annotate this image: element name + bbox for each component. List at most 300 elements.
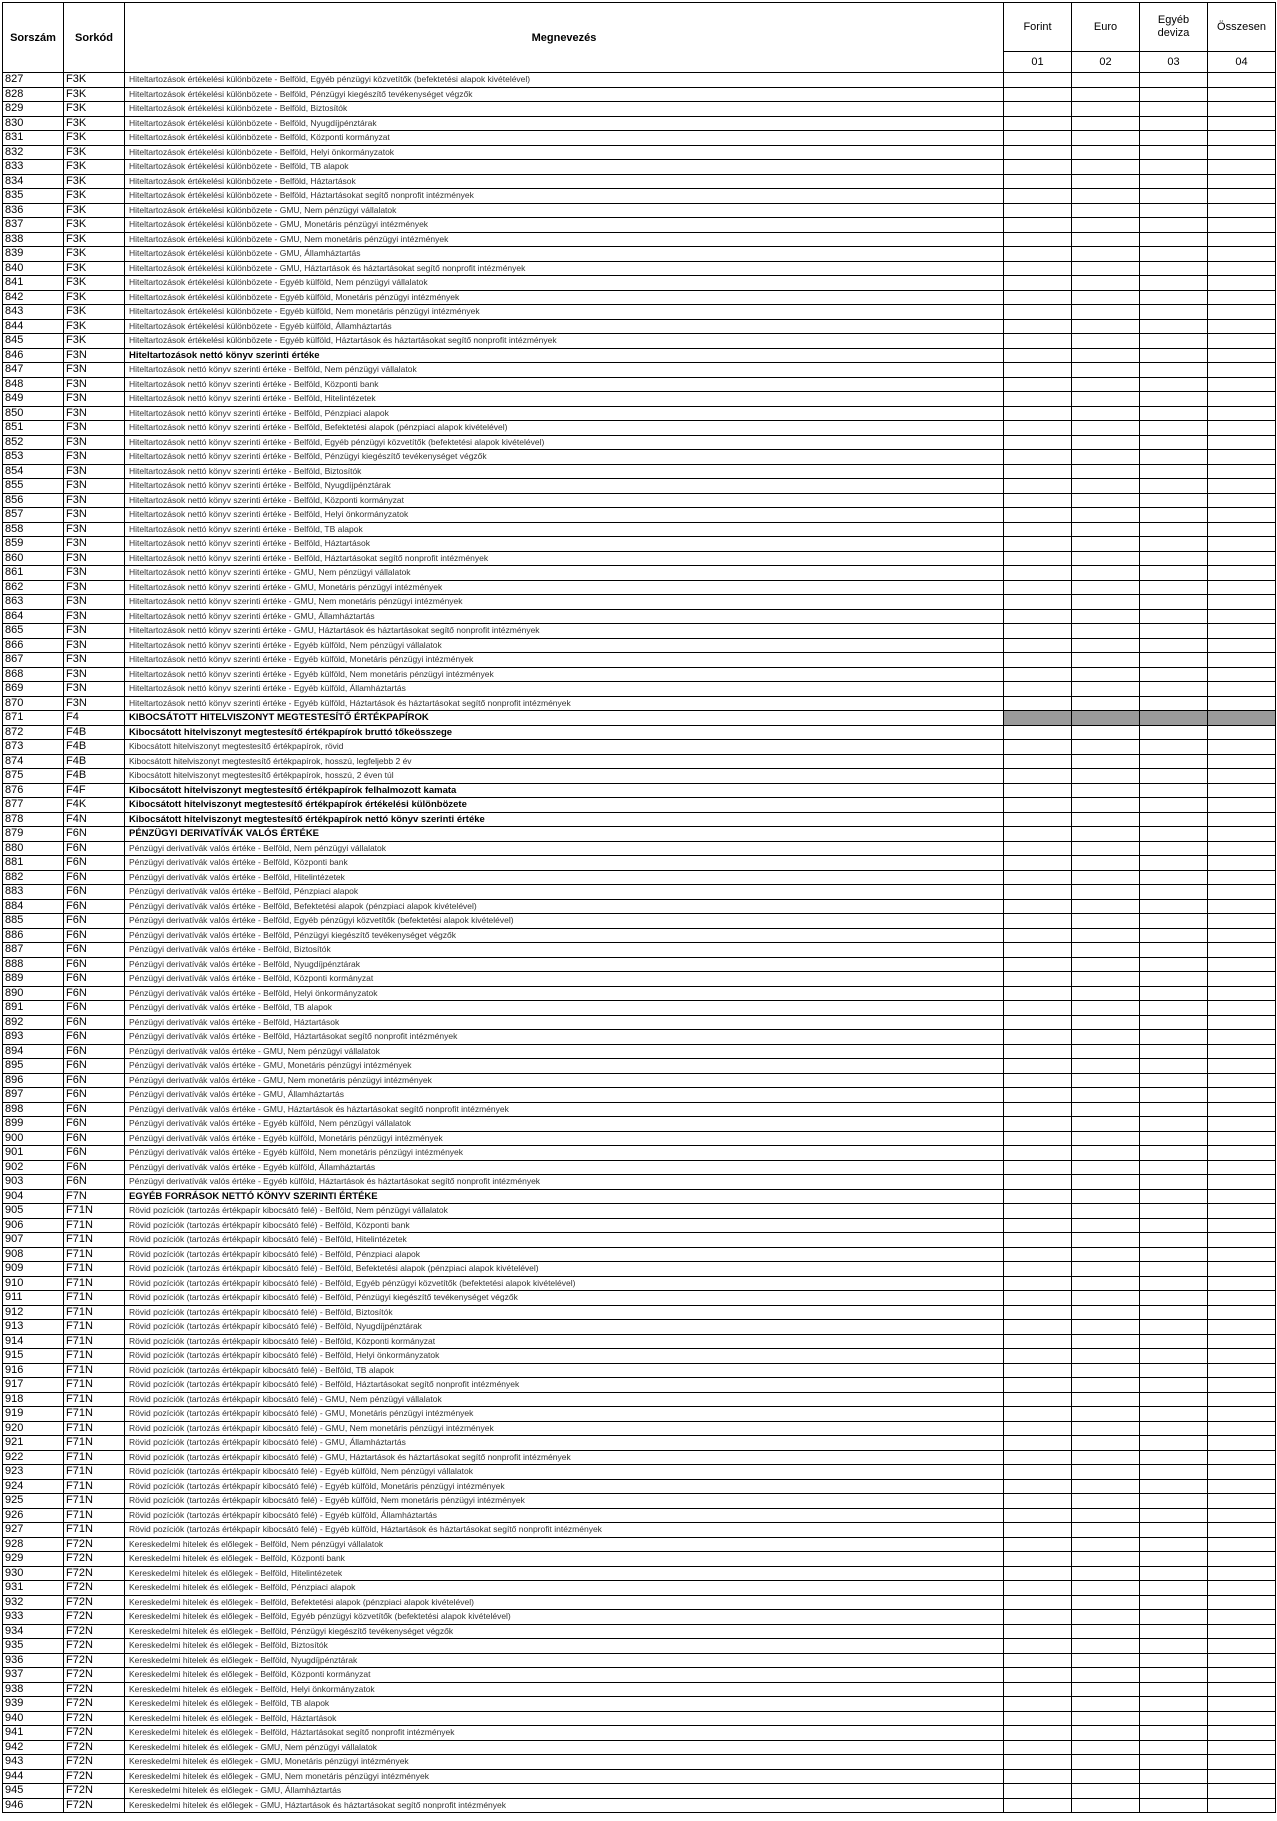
cell-osszesen[interactable] (1208, 667, 1276, 682)
cell-forint[interactable] (1004, 522, 1072, 537)
cell-euro[interactable] (1072, 73, 1140, 88)
cell-osszesen[interactable] (1208, 508, 1276, 523)
cell-forint[interactable] (1004, 1552, 1072, 1567)
cell-osszesen[interactable] (1208, 1030, 1276, 1045)
cell-euro[interactable] (1072, 406, 1140, 421)
cell-osszesen[interactable] (1208, 740, 1276, 755)
cell-egyeb-deviza[interactable] (1140, 740, 1208, 755)
cell-egyeb-deviza[interactable] (1140, 566, 1208, 581)
cell-forint[interactable] (1004, 1755, 1072, 1770)
cell-forint[interactable] (1004, 1798, 1072, 1813)
cell-euro[interactable] (1072, 798, 1140, 813)
cell-euro[interactable] (1072, 1320, 1140, 1335)
cell-osszesen[interactable] (1208, 1436, 1276, 1451)
cell-euro[interactable] (1072, 1392, 1140, 1407)
cell-forint[interactable] (1004, 1044, 1072, 1059)
cell-osszesen[interactable] (1208, 551, 1276, 566)
cell-euro[interactable] (1072, 566, 1140, 581)
cell-euro[interactable] (1072, 1102, 1140, 1117)
cell-osszesen[interactable] (1208, 1131, 1276, 1146)
cell-egyeb-deviza[interactable] (1140, 1378, 1208, 1393)
cell-forint[interactable] (1004, 1769, 1072, 1784)
cell-osszesen[interactable] (1208, 638, 1276, 653)
cell-forint[interactable] (1004, 566, 1072, 581)
cell-euro[interactable] (1072, 479, 1140, 494)
cell-forint[interactable] (1004, 638, 1072, 653)
cell-egyeb-deviza[interactable] (1140, 464, 1208, 479)
cell-osszesen[interactable] (1208, 1276, 1276, 1291)
cell-forint[interactable] (1004, 551, 1072, 566)
cell-euro[interactable] (1072, 363, 1140, 378)
cell-euro[interactable] (1072, 1030, 1140, 1045)
cell-forint[interactable] (1004, 1334, 1072, 1349)
cell-forint[interactable] (1004, 116, 1072, 131)
cell-euro[interactable] (1072, 899, 1140, 914)
cell-egyeb-deviza[interactable] (1140, 1537, 1208, 1552)
cell-egyeb-deviza[interactable] (1140, 1030, 1208, 1045)
cell-egyeb-deviza[interactable] (1140, 1175, 1208, 1190)
cell-osszesen[interactable] (1208, 203, 1276, 218)
cell-egyeb-deviza[interactable] (1140, 348, 1208, 363)
cell-osszesen[interactable] (1208, 1160, 1276, 1175)
cell-euro[interactable] (1072, 667, 1140, 682)
cell-osszesen[interactable] (1208, 725, 1276, 740)
cell-egyeb-deviza[interactable] (1140, 1508, 1208, 1523)
cell-euro[interactable] (1072, 1508, 1140, 1523)
cell-egyeb-deviza[interactable] (1140, 1015, 1208, 1030)
cell-egyeb-deviza[interactable] (1140, 551, 1208, 566)
cell-osszesen[interactable] (1208, 189, 1276, 204)
cell-forint[interactable] (1004, 1030, 1072, 1045)
cell-forint[interactable] (1004, 1131, 1072, 1146)
cell-euro[interactable] (1072, 609, 1140, 624)
cell-egyeb-deviza[interactable] (1140, 305, 1208, 320)
cell-forint[interactable] (1004, 841, 1072, 856)
cell-forint[interactable] (1004, 1479, 1072, 1494)
cell-egyeb-deviza[interactable] (1140, 493, 1208, 508)
cell-egyeb-deviza[interactable] (1140, 261, 1208, 276)
cell-forint[interactable] (1004, 1001, 1072, 1016)
cell-osszesen[interactable] (1208, 377, 1276, 392)
cell-osszesen[interactable] (1208, 1421, 1276, 1436)
cell-egyeb-deviza[interactable] (1140, 276, 1208, 291)
cell-euro[interactable] (1072, 1189, 1140, 1204)
cell-euro[interactable] (1072, 1494, 1140, 1509)
cell-osszesen[interactable] (1208, 1073, 1276, 1088)
cell-osszesen[interactable] (1208, 464, 1276, 479)
cell-osszesen[interactable] (1208, 1001, 1276, 1016)
cell-euro[interactable] (1072, 595, 1140, 610)
cell-euro[interactable] (1072, 1682, 1140, 1697)
cell-egyeb-deviza[interactable] (1140, 1552, 1208, 1567)
cell-egyeb-deviza[interactable] (1140, 1392, 1208, 1407)
cell-osszesen[interactable] (1208, 856, 1276, 871)
cell-egyeb-deviza[interactable] (1140, 1421, 1208, 1436)
cell-forint[interactable] (1004, 609, 1072, 624)
cell-osszesen[interactable] (1208, 1291, 1276, 1306)
cell-forint[interactable] (1004, 1740, 1072, 1755)
cell-euro[interactable] (1072, 1305, 1140, 1320)
cell-egyeb-deviza[interactable] (1140, 812, 1208, 827)
cell-osszesen[interactable] (1208, 1378, 1276, 1393)
cell-forint[interactable] (1004, 435, 1072, 450)
cell-egyeb-deviza[interactable] (1140, 131, 1208, 146)
cell-forint[interactable] (1004, 1305, 1072, 1320)
cell-forint[interactable] (1004, 276, 1072, 291)
cell-egyeb-deviza[interactable] (1140, 595, 1208, 610)
cell-euro[interactable] (1072, 1595, 1140, 1610)
cell-egyeb-deviza[interactable] (1140, 870, 1208, 885)
cell-euro[interactable] (1072, 725, 1140, 740)
cell-forint[interactable] (1004, 493, 1072, 508)
cell-egyeb-deviza[interactable] (1140, 798, 1208, 813)
cell-egyeb-deviza[interactable] (1140, 1305, 1208, 1320)
cell-osszesen[interactable] (1208, 290, 1276, 305)
cell-forint[interactable] (1004, 1160, 1072, 1175)
cell-euro[interactable] (1072, 1523, 1140, 1538)
cell-forint[interactable] (1004, 1175, 1072, 1190)
cell-osszesen[interactable] (1208, 972, 1276, 987)
cell-osszesen[interactable] (1208, 406, 1276, 421)
cell-osszesen[interactable] (1208, 247, 1276, 262)
cell-osszesen[interactable] (1208, 595, 1276, 610)
cell-egyeb-deviza[interactable] (1140, 1102, 1208, 1117)
cell-osszesen[interactable] (1208, 1697, 1276, 1712)
cell-osszesen[interactable] (1208, 261, 1276, 276)
cell-euro[interactable] (1072, 986, 1140, 1001)
cell-osszesen[interactable] (1208, 1392, 1276, 1407)
cell-osszesen[interactable] (1208, 943, 1276, 958)
cell-egyeb-deviza[interactable] (1140, 1204, 1208, 1219)
cell-euro[interactable] (1072, 1131, 1140, 1146)
cell-euro[interactable] (1072, 769, 1140, 784)
cell-euro[interactable] (1072, 145, 1140, 160)
cell-euro[interactable] (1072, 1363, 1140, 1378)
cell-forint[interactable] (1004, 1189, 1072, 1204)
cell-osszesen[interactable] (1208, 1523, 1276, 1538)
cell-forint[interactable] (1004, 595, 1072, 610)
cell-euro[interactable] (1072, 1566, 1140, 1581)
cell-euro[interactable] (1072, 682, 1140, 697)
cell-egyeb-deviza[interactable] (1140, 667, 1208, 682)
cell-egyeb-deviza[interactable] (1140, 1682, 1208, 1697)
cell-osszesen[interactable] (1208, 783, 1276, 798)
cell-forint[interactable] (1004, 203, 1072, 218)
cell-egyeb-deviza[interactable] (1140, 1653, 1208, 1668)
cell-euro[interactable] (1072, 1581, 1140, 1596)
cell-euro[interactable] (1072, 392, 1140, 407)
cell-forint[interactable] (1004, 1784, 1072, 1799)
cell-euro[interactable] (1072, 87, 1140, 102)
cell-forint[interactable] (1004, 1508, 1072, 1523)
cell-forint[interactable] (1004, 1349, 1072, 1364)
cell-euro[interactable] (1072, 232, 1140, 247)
cell-egyeb-deviza[interactable] (1140, 1247, 1208, 1262)
cell-egyeb-deviza[interactable] (1140, 1160, 1208, 1175)
cell-osszesen[interactable] (1208, 870, 1276, 885)
cell-osszesen[interactable] (1208, 232, 1276, 247)
cell-osszesen[interactable] (1208, 1465, 1276, 1480)
cell-euro[interactable] (1072, 218, 1140, 233)
cell-euro[interactable] (1072, 290, 1140, 305)
cell-forint[interactable] (1004, 696, 1072, 711)
cell-egyeb-deviza[interactable] (1140, 1755, 1208, 1770)
cell-euro[interactable] (1072, 1450, 1140, 1465)
cell-forint[interactable] (1004, 754, 1072, 769)
cell-egyeb-deviza[interactable] (1140, 1494, 1208, 1509)
cell-osszesen[interactable] (1208, 522, 1276, 537)
cell-osszesen[interactable] (1208, 1653, 1276, 1668)
cell-osszesen[interactable] (1208, 1726, 1276, 1741)
cell-egyeb-deviza[interactable] (1140, 1349, 1208, 1364)
cell-euro[interactable] (1072, 508, 1140, 523)
cell-forint[interactable] (1004, 1276, 1072, 1291)
cell-egyeb-deviza[interactable] (1140, 725, 1208, 740)
cell-egyeb-deviza[interactable] (1140, 885, 1208, 900)
cell-osszesen[interactable] (1208, 102, 1276, 117)
cell-euro[interactable] (1072, 348, 1140, 363)
cell-egyeb-deviza[interactable] (1140, 1131, 1208, 1146)
cell-egyeb-deviza[interactable] (1140, 479, 1208, 494)
cell-egyeb-deviza[interactable] (1140, 421, 1208, 436)
cell-forint[interactable] (1004, 928, 1072, 943)
cell-euro[interactable] (1072, 1421, 1140, 1436)
cell-osszesen[interactable] (1208, 1798, 1276, 1813)
cell-egyeb-deviza[interactable] (1140, 116, 1208, 131)
cell-euro[interactable] (1072, 1378, 1140, 1393)
cell-euro[interactable] (1072, 537, 1140, 552)
cell-osszesen[interactable] (1208, 145, 1276, 160)
cell-forint[interactable] (1004, 1233, 1072, 1248)
cell-egyeb-deviza[interactable] (1140, 189, 1208, 204)
cell-euro[interactable] (1072, 174, 1140, 189)
cell-forint[interactable] (1004, 174, 1072, 189)
cell-egyeb-deviza[interactable] (1140, 1073, 1208, 1088)
cell-osszesen[interactable] (1208, 841, 1276, 856)
cell-osszesen[interactable] (1208, 537, 1276, 552)
cell-forint[interactable] (1004, 261, 1072, 276)
cell-egyeb-deviza[interactable] (1140, 1726, 1208, 1741)
cell-osszesen[interactable] (1208, 160, 1276, 175)
cell-egyeb-deviza[interactable] (1140, 406, 1208, 421)
cell-euro[interactable] (1072, 276, 1140, 291)
cell-osszesen[interactable] (1208, 1639, 1276, 1654)
cell-forint[interactable] (1004, 1595, 1072, 1610)
cell-osszesen[interactable] (1208, 1610, 1276, 1625)
cell-egyeb-deviza[interactable] (1140, 1479, 1208, 1494)
cell-forint[interactable] (1004, 1653, 1072, 1668)
cell-euro[interactable] (1072, 740, 1140, 755)
cell-osszesen[interactable] (1208, 1711, 1276, 1726)
cell-egyeb-deviza[interactable] (1140, 928, 1208, 943)
cell-euro[interactable] (1072, 522, 1140, 537)
cell-forint[interactable] (1004, 1639, 1072, 1654)
cell-egyeb-deviza[interactable] (1140, 319, 1208, 334)
cell-euro[interactable] (1072, 1610, 1140, 1625)
cell-osszesen[interactable] (1208, 1349, 1276, 1364)
cell-osszesen[interactable] (1208, 1247, 1276, 1262)
cell-forint[interactable] (1004, 986, 1072, 1001)
cell-egyeb-deviza[interactable] (1140, 1784, 1208, 1799)
cell-forint[interactable] (1004, 870, 1072, 885)
cell-egyeb-deviza[interactable] (1140, 653, 1208, 668)
cell-euro[interactable] (1072, 1784, 1140, 1799)
cell-forint[interactable] (1004, 1566, 1072, 1581)
cell-osszesen[interactable] (1208, 1537, 1276, 1552)
cell-forint[interactable] (1004, 102, 1072, 117)
cell-osszesen[interactable] (1208, 131, 1276, 146)
cell-forint[interactable] (1004, 377, 1072, 392)
cell-forint[interactable] (1004, 827, 1072, 842)
cell-egyeb-deviza[interactable] (1140, 682, 1208, 697)
cell-osszesen[interactable] (1208, 624, 1276, 639)
cell-euro[interactable] (1072, 1465, 1140, 1480)
cell-forint[interactable] (1004, 1624, 1072, 1639)
cell-euro[interactable] (1072, 885, 1140, 900)
cell-egyeb-deviza[interactable] (1140, 914, 1208, 929)
cell-egyeb-deviza[interactable] (1140, 1523, 1208, 1538)
cell-euro[interactable] (1072, 1349, 1140, 1364)
cell-osszesen[interactable] (1208, 363, 1276, 378)
cell-euro[interactable] (1072, 464, 1140, 479)
cell-egyeb-deviza[interactable] (1140, 203, 1208, 218)
cell-euro[interactable] (1072, 1697, 1140, 1712)
cell-egyeb-deviza[interactable] (1140, 841, 1208, 856)
cell-forint[interactable] (1004, 972, 1072, 987)
cell-osszesen[interactable] (1208, 1494, 1276, 1509)
cell-osszesen[interactable] (1208, 319, 1276, 334)
cell-forint[interactable] (1004, 1204, 1072, 1219)
cell-forint[interactable] (1004, 1247, 1072, 1262)
cell-egyeb-deviza[interactable] (1140, 580, 1208, 595)
cell-egyeb-deviza[interactable] (1140, 1595, 1208, 1610)
cell-forint[interactable] (1004, 319, 1072, 334)
cell-egyeb-deviza[interactable] (1140, 899, 1208, 914)
cell-egyeb-deviza[interactable] (1140, 334, 1208, 349)
cell-forint[interactable] (1004, 725, 1072, 740)
cell-forint[interactable] (1004, 769, 1072, 784)
cell-forint[interactable] (1004, 1073, 1072, 1088)
cell-euro[interactable] (1072, 247, 1140, 262)
cell-osszesen[interactable] (1208, 566, 1276, 581)
cell-egyeb-deviza[interactable] (1140, 537, 1208, 552)
cell-egyeb-deviza[interactable] (1140, 73, 1208, 88)
cell-osszesen[interactable] (1208, 1233, 1276, 1248)
cell-egyeb-deviza[interactable] (1140, 638, 1208, 653)
cell-euro[interactable] (1072, 189, 1140, 204)
cell-egyeb-deviza[interactable] (1140, 1668, 1208, 1683)
cell-egyeb-deviza[interactable] (1140, 87, 1208, 102)
cell-euro[interactable] (1072, 1015, 1140, 1030)
cell-egyeb-deviza[interactable] (1140, 508, 1208, 523)
cell-egyeb-deviza[interactable] (1140, 1334, 1208, 1349)
cell-forint[interactable] (1004, 783, 1072, 798)
cell-osszesen[interactable] (1208, 1407, 1276, 1422)
cell-euro[interactable] (1072, 580, 1140, 595)
cell-osszesen[interactable] (1208, 1784, 1276, 1799)
cell-osszesen[interactable] (1208, 1740, 1276, 1755)
cell-forint[interactable] (1004, 1102, 1072, 1117)
cell-forint[interactable] (1004, 232, 1072, 247)
cell-euro[interactable] (1072, 377, 1140, 392)
cell-forint[interactable] (1004, 1450, 1072, 1465)
cell-forint[interactable] (1004, 957, 1072, 972)
cell-egyeb-deviza[interactable] (1140, 696, 1208, 711)
cell-forint[interactable] (1004, 914, 1072, 929)
cell-euro[interactable] (1072, 435, 1140, 450)
cell-osszesen[interactable] (1208, 450, 1276, 465)
cell-egyeb-deviza[interactable] (1140, 986, 1208, 1001)
cell-egyeb-deviza[interactable] (1140, 711, 1208, 726)
cell-osszesen[interactable] (1208, 1668, 1276, 1683)
cell-forint[interactable] (1004, 1378, 1072, 1393)
cell-euro[interactable] (1072, 957, 1140, 972)
cell-forint[interactable] (1004, 856, 1072, 871)
cell-osszesen[interactable] (1208, 479, 1276, 494)
cell-egyeb-deviza[interactable] (1140, 943, 1208, 958)
cell-osszesen[interactable] (1208, 1102, 1276, 1117)
cell-forint[interactable] (1004, 450, 1072, 465)
cell-forint[interactable] (1004, 1407, 1072, 1422)
cell-osszesen[interactable] (1208, 435, 1276, 450)
cell-euro[interactable] (1072, 131, 1140, 146)
cell-forint[interactable] (1004, 1711, 1072, 1726)
cell-euro[interactable] (1072, 1204, 1140, 1219)
cell-euro[interactable] (1072, 1276, 1140, 1291)
cell-euro[interactable] (1072, 1117, 1140, 1132)
cell-forint[interactable] (1004, 464, 1072, 479)
cell-forint[interactable] (1004, 1088, 1072, 1103)
cell-osszesen[interactable] (1208, 812, 1276, 827)
cell-osszesen[interactable] (1208, 1044, 1276, 1059)
cell-euro[interactable] (1072, 102, 1140, 117)
cell-euro[interactable] (1072, 1436, 1140, 1451)
cell-euro[interactable] (1072, 841, 1140, 856)
cell-forint[interactable] (1004, 87, 1072, 102)
cell-egyeb-deviza[interactable] (1140, 783, 1208, 798)
cell-euro[interactable] (1072, 319, 1140, 334)
cell-forint[interactable] (1004, 885, 1072, 900)
cell-osszesen[interactable] (1208, 1015, 1276, 1030)
cell-egyeb-deviza[interactable] (1140, 1262, 1208, 1277)
cell-osszesen[interactable] (1208, 1175, 1276, 1190)
cell-osszesen[interactable] (1208, 174, 1276, 189)
cell-forint[interactable] (1004, 1117, 1072, 1132)
cell-egyeb-deviza[interactable] (1140, 1088, 1208, 1103)
cell-euro[interactable] (1072, 1711, 1140, 1726)
cell-euro[interactable] (1072, 624, 1140, 639)
cell-osszesen[interactable] (1208, 798, 1276, 813)
cell-euro[interactable] (1072, 914, 1140, 929)
cell-euro[interactable] (1072, 1334, 1140, 1349)
cell-forint[interactable] (1004, 537, 1072, 552)
cell-forint[interactable] (1004, 812, 1072, 827)
cell-forint[interactable] (1004, 1320, 1072, 1335)
cell-euro[interactable] (1072, 1726, 1140, 1741)
cell-forint[interactable] (1004, 131, 1072, 146)
cell-euro[interactable] (1072, 1291, 1140, 1306)
cell-egyeb-deviza[interactable] (1140, 1610, 1208, 1625)
cell-osszesen[interactable] (1208, 1218, 1276, 1233)
cell-osszesen[interactable] (1208, 711, 1276, 726)
cell-forint[interactable] (1004, 479, 1072, 494)
cell-osszesen[interactable] (1208, 1682, 1276, 1697)
cell-egyeb-deviza[interactable] (1140, 218, 1208, 233)
cell-osszesen[interactable] (1208, 827, 1276, 842)
cell-forint[interactable] (1004, 363, 1072, 378)
cell-forint[interactable] (1004, 1421, 1072, 1436)
cell-egyeb-deviza[interactable] (1140, 1320, 1208, 1335)
